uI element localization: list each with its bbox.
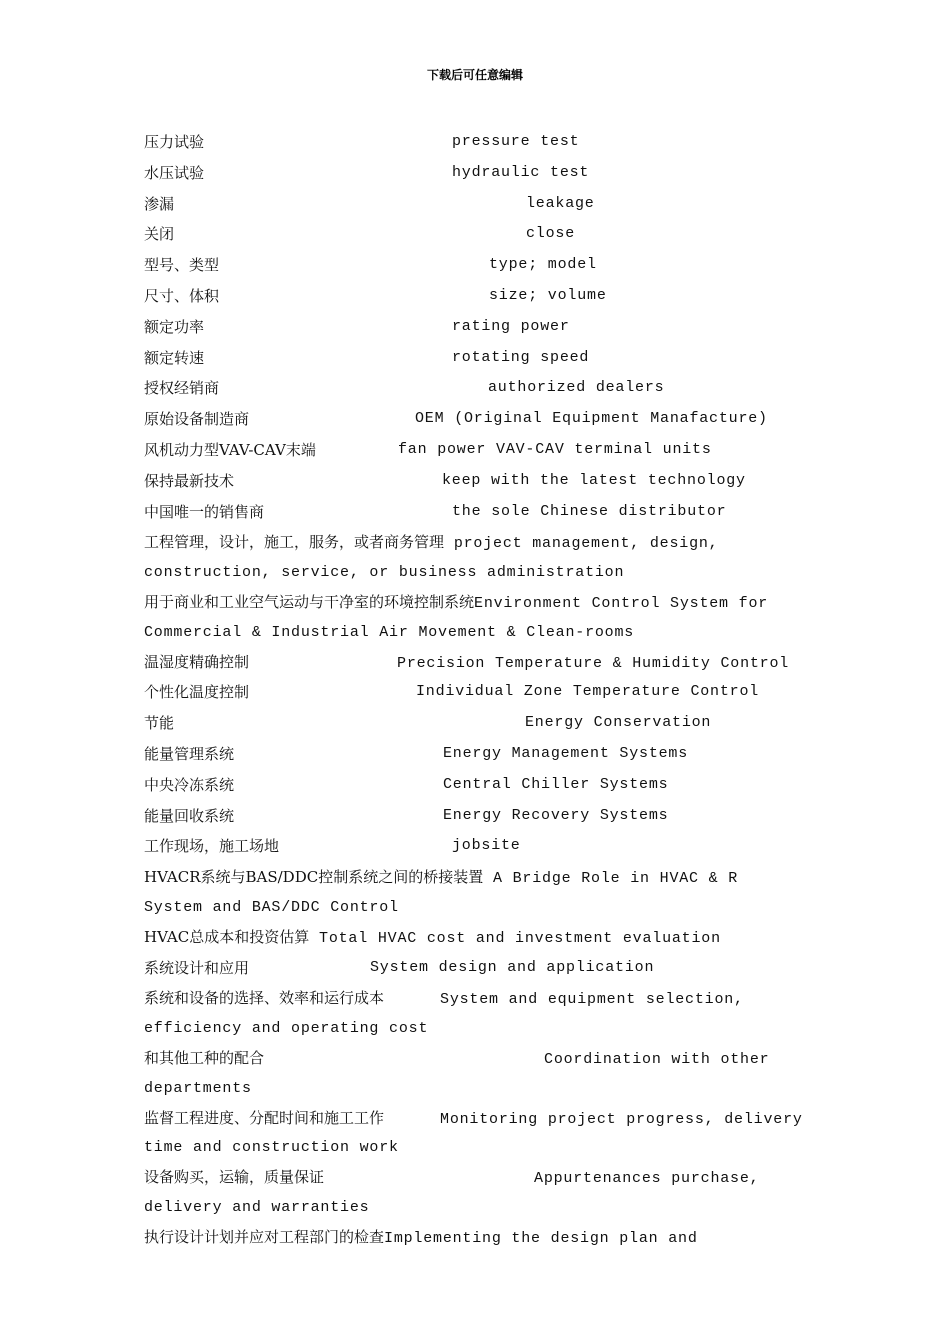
chinese-term: 工程管理，设计，施工，服务，或者商务管理	[144, 533, 445, 552]
glossary-entry	[144, 648, 804, 679]
glossary-entry	[144, 923, 804, 954]
chinese-term: 中国唯一的销售商	[144, 502, 265, 521]
chinese-term: 额定功率	[144, 317, 205, 336]
english-term: System design and application	[370, 958, 655, 976]
glossary-entry	[144, 678, 804, 709]
chinese-term: 尺寸、体积	[144, 286, 220, 305]
english-term: rotating speed	[452, 348, 590, 366]
chinese-term: 压力试验	[144, 133, 205, 151]
english-term: Monitoring project progress, delivery time and construction work	[144, 1110, 803, 1157]
chinese-term: 保持最新技术	[144, 471, 235, 490]
glossary-entry	[144, 436, 804, 467]
chinese-term: 工作现场，施工场地	[144, 837, 280, 856]
glossary-list	[144, 128, 804, 1253]
glossary-entry	[144, 282, 804, 313]
english-term: keep with the latest technology	[442, 471, 746, 489]
glossary-entry	[144, 467, 804, 498]
chinese-term: 渗漏	[144, 194, 175, 213]
english-term: System and equipment selection, efficiency and operating cost	[144, 991, 744, 1038]
glossary-entry	[144, 498, 804, 529]
glossary-entry	[144, 984, 804, 1044]
chinese-term: 授权经销商	[144, 379, 220, 398]
glossary-entry	[144, 1223, 804, 1254]
chinese-term: 型号、类型	[144, 256, 220, 275]
glossary-entry	[144, 528, 804, 588]
english-term: OEM (Original Equipment Manafacture)	[415, 410, 768, 428]
chinese-term: HVACR系统与BAS/DDC控制系统之间的桥接装置	[144, 868, 484, 887]
glossary-entry	[144, 313, 804, 344]
english-term: fan power VAV-CAV terminal units	[398, 440, 712, 458]
glossary-entry	[144, 771, 804, 802]
chinese-term: 温湿度精确控制	[144, 652, 250, 671]
glossary-entry	[144, 220, 804, 251]
english-term: Central Chiller Systems	[443, 775, 669, 793]
english-term: project management, design, construction, service, or business administration	[144, 535, 719, 582]
glossary-entry	[144, 832, 804, 863]
glossary-entry	[144, 405, 804, 436]
chinese-term: 原始设备制造商	[144, 410, 250, 429]
chinese-term: 个性化温度控制	[144, 683, 250, 702]
chinese-term: 监督工程进度、分配时间和施工工作	[144, 1108, 385, 1127]
chinese-term: 额定转速	[144, 348, 205, 367]
chinese-term: 节能	[144, 714, 175, 733]
english-term: Energy Management Systems	[443, 744, 689, 762]
english-term: pressure test	[452, 133, 580, 150]
chinese-term: 水压试验	[144, 163, 205, 182]
english-term: Implementing the design plan and	[384, 1229, 698, 1247]
chinese-term: 系统设计和应用	[144, 958, 250, 977]
glossary-entry	[144, 1104, 804, 1164]
english-term: Coordination with other departments	[144, 1050, 770, 1097]
glossary-entry	[144, 954, 804, 985]
chinese-term: 能量管理系统	[144, 744, 235, 763]
english-term: type; model	[489, 256, 597, 274]
glossary-entry	[144, 1044, 804, 1104]
page-header: 下载后可任意编辑	[426, 68, 523, 82]
english-term: leakage	[526, 194, 595, 212]
chinese-term: 执行设计计划并应对工程部门的检查	[144, 1227, 385, 1246]
chinese-term: HVAC总成本和投资估算	[144, 927, 310, 946]
english-term: rating power	[452, 317, 570, 335]
glossary-entry	[144, 251, 804, 282]
glossary-entry	[144, 374, 804, 405]
chinese-term: 中央冷冻系统	[144, 775, 235, 794]
chinese-term: 和其他工种的配合	[144, 1048, 265, 1067]
glossary-entry	[144, 1163, 804, 1223]
english-term: Energy Recovery Systems	[443, 806, 669, 824]
english-term: close	[526, 225, 576, 243]
english-term: Individual Zone Temperature Control	[416, 683, 760, 701]
glossary-entry	[144, 802, 804, 833]
english-term: Appurtenances purchase, delivery and warranties	[144, 1170, 760, 1216]
glossary-entry	[144, 128, 804, 159]
glossary-entry	[144, 344, 804, 375]
english-term: authorized dealers	[488, 379, 665, 397]
english-term: Precision Temperature & Humidity Control	[397, 654, 790, 672]
english-term: jobsite	[452, 837, 521, 855]
english-term: size; volume	[489, 286, 607, 304]
chinese-term: 系统和设备的选择、效率和运行成本	[144, 989, 385, 1008]
english-term: Environment Control System for Commercial & Industrial Air Movement & Clean-rooms	[144, 594, 769, 641]
glossary-entry	[144, 709, 804, 740]
english-term: Energy Conservation	[525, 714, 712, 732]
english-term: Total HVAC cost and investment evaluation	[319, 929, 721, 947]
english-term: A Bridge Role in HVAC & R System and BAS/DDC Control	[144, 870, 739, 916]
glossary-entry	[144, 159, 804, 190]
chinese-term: 用于商业和工业空气运动与干净室的环境控制系统	[144, 592, 475, 611]
glossary-entry	[144, 190, 804, 221]
english-term: hydraulic test	[452, 163, 590, 181]
english-term: the sole Chinese distributor	[452, 502, 727, 520]
glossary-entry	[144, 863, 804, 923]
chinese-term: 能量回收系统	[144, 806, 235, 825]
chinese-term: 关闭	[144, 225, 175, 244]
chinese-term: 设备购买，运输，质量保证	[144, 1168, 325, 1187]
chinese-term: 风机动力型VAV-CAV末端	[144, 440, 316, 459]
glossary-entry	[144, 588, 804, 648]
glossary-entry	[144, 740, 804, 771]
